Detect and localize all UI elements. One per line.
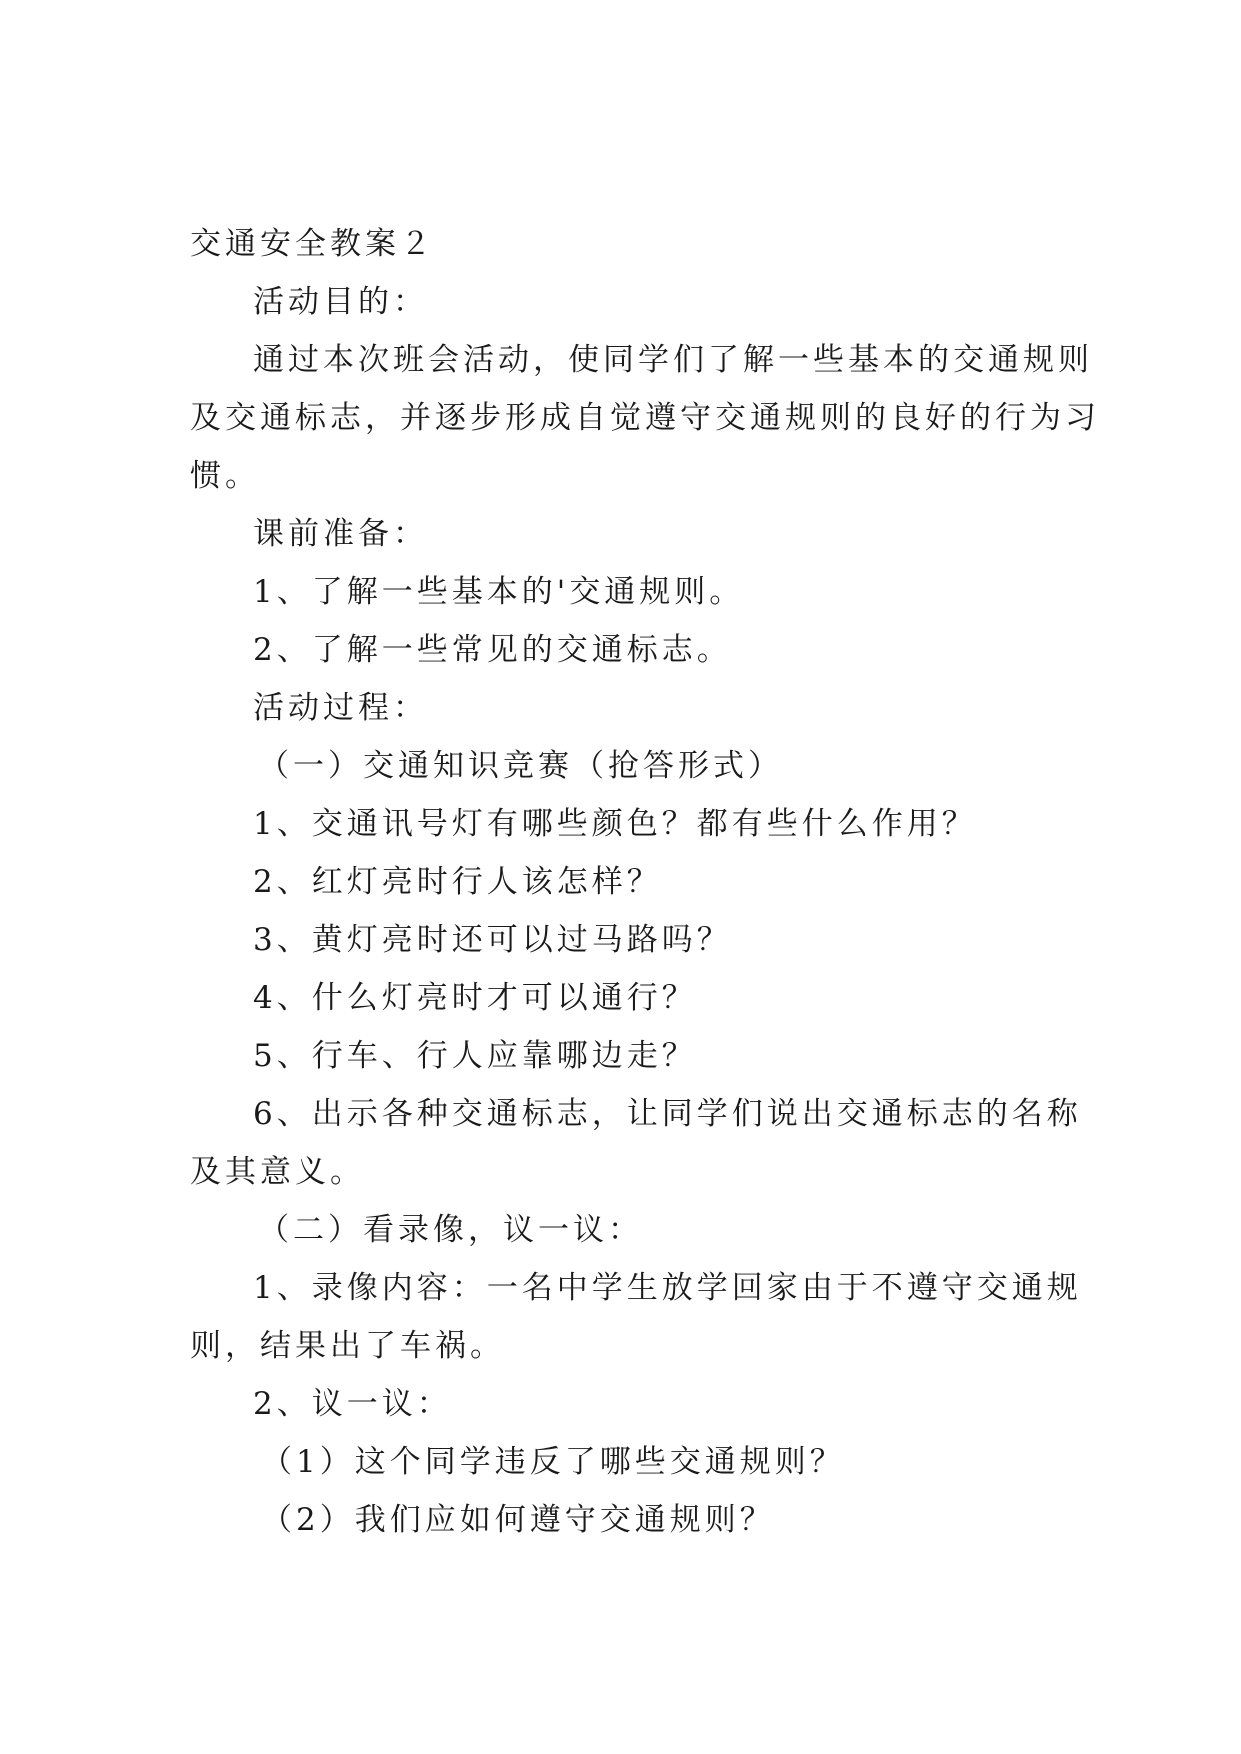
text-line: 4、什么灯亮时才可以通行？ bbox=[253, 980, 697, 1016]
text-line: 活动目的： bbox=[253, 284, 428, 320]
text-line: 惯。 bbox=[190, 458, 260, 494]
section-heading: （一）交通知识竞赛（抢答形式） bbox=[258, 748, 783, 784]
text-line: 2、红灯亮时行人该怎样？ bbox=[253, 864, 662, 900]
text-line: 1、录像内容：一名中学生放学回家由于不遵守交通规 bbox=[253, 1270, 1082, 1306]
text-line: 及其意义。 bbox=[190, 1154, 365, 1190]
text-line: 课前准备： bbox=[253, 516, 428, 552]
text-line: 2、议一议： bbox=[253, 1386, 452, 1422]
text-line: 活动过程： bbox=[253, 690, 428, 726]
text-line: （2）我们应如何遵守交通规则？ bbox=[261, 1502, 775, 1538]
text-line: 通过本次班会活动，使同学们了解一些基本的交通规则 bbox=[253, 342, 1093, 378]
text-line: 6、出示各种交通标志，让同学们说出交通标志的名称 bbox=[253, 1096, 1082, 1132]
text-line: 则，结果出了车祸。 bbox=[190, 1328, 505, 1364]
text-line: 2、了解一些常见的交通标志。 bbox=[253, 632, 732, 668]
text-line: 1、交通讯号灯有哪些颜色？都有些什么作用？ bbox=[253, 806, 977, 842]
text-line: 3、黄灯亮时还可以过马路吗？ bbox=[253, 922, 732, 958]
text-line: 5、行车、行人应靠哪边走？ bbox=[253, 1038, 697, 1074]
text-line: 及交通标志，并逐步形成自觉遵守交通规则的良好的行为习 bbox=[190, 400, 1100, 436]
text-line: （1）这个同学违反了哪些交通规则？ bbox=[261, 1444, 845, 1480]
section-heading: （二）看录像，议一议： bbox=[258, 1212, 643, 1248]
text-line: 1、了解一些基本的'交通规则。 bbox=[253, 574, 745, 610]
document-title: 交通安全教案２ bbox=[190, 226, 435, 262]
